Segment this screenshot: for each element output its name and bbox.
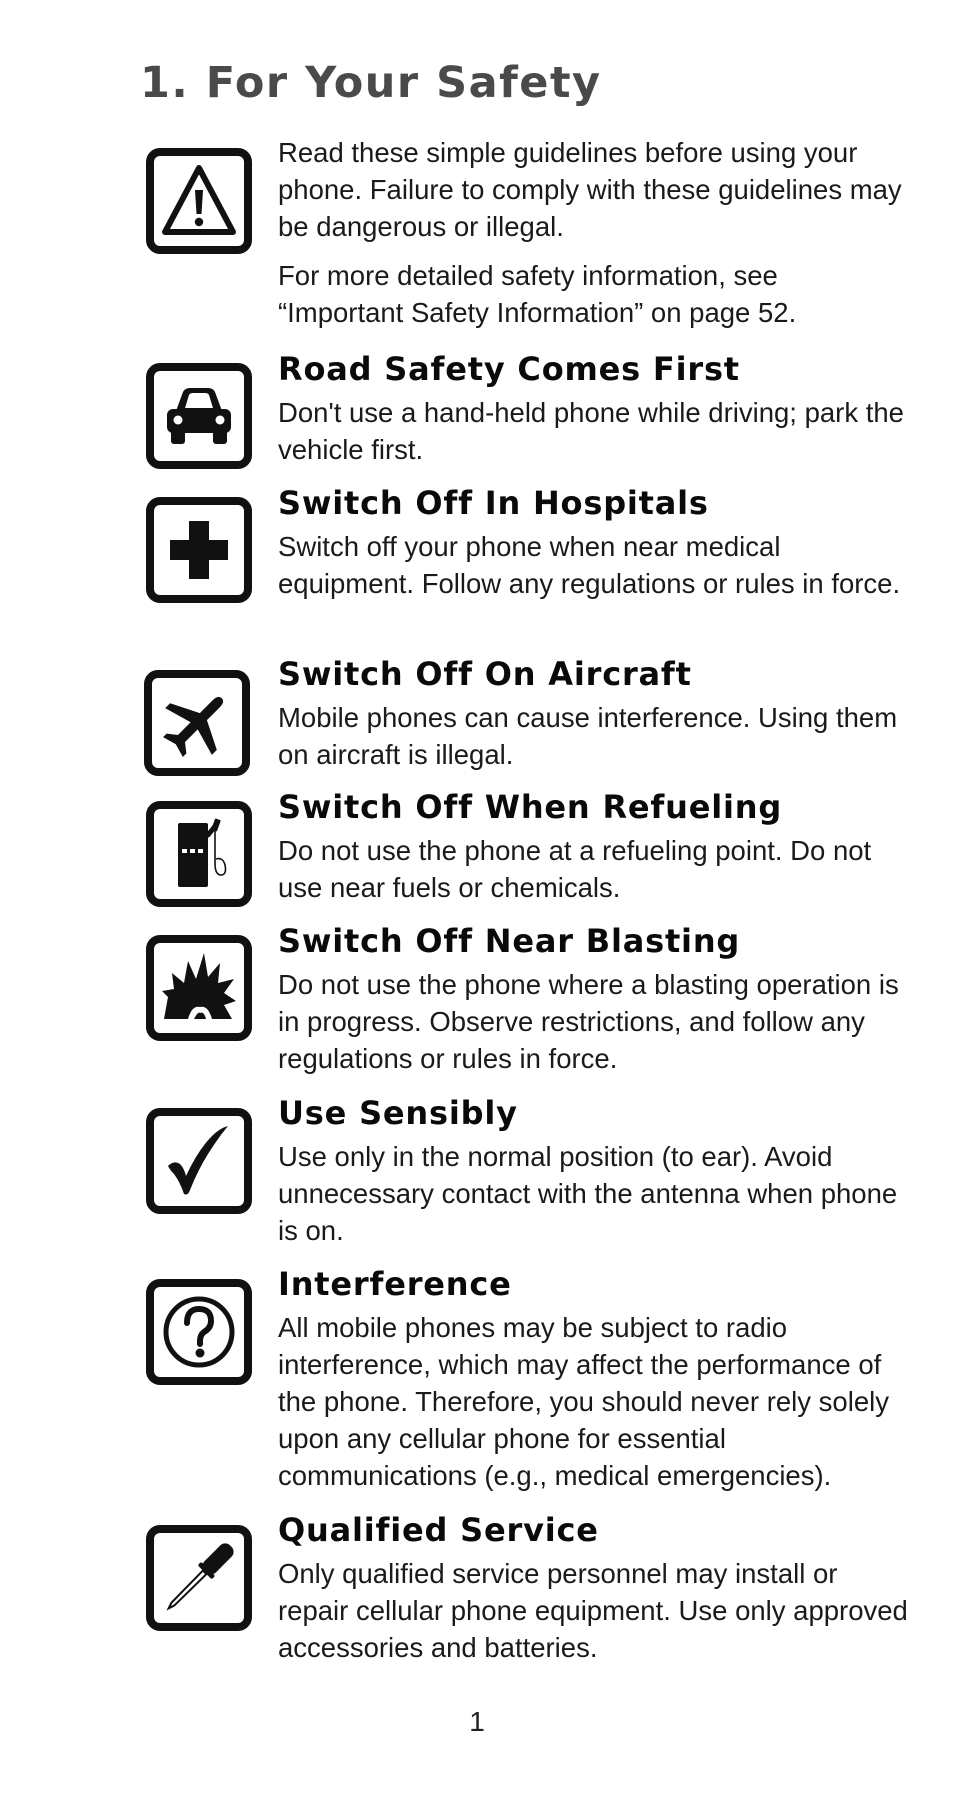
intro-paragraph: Read these simple guidelines before using your phone. Failure to comply with these guidelines may be dangerous or illegal.	[278, 137, 902, 242]
section-body: Do not use the phone at a refueling point. Do not use near fuels or chemicals.	[278, 835, 872, 903]
page-number: 1	[469, 1706, 485, 1737]
section-body: Mobile phones can cause interference. Using them on aircraft is illegal.	[278, 702, 898, 770]
section-heading: Interference	[278, 1265, 512, 1303]
section-heading: Switch Off On Aircraft	[278, 655, 692, 693]
section-body: Switch off your phone when near medical equipment. Follow any regulations or rules in force.	[278, 531, 901, 599]
explosion-icon	[146, 935, 252, 1041]
section-heading: Qualified Service	[278, 1511, 599, 1549]
section-body: All mobile phones may be subject to radio interference, which may affect the performance of the phone. Therefore, you should never rely solely upon any cellular phone for essential communications (e.g., medical emergencies).	[278, 1312, 889, 1491]
section-heading: Use Sensibly	[278, 1094, 518, 1132]
intro-paragraph: For more detailed safety information, see “Important Safety Information” on page 52.	[278, 260, 797, 328]
car-icon	[146, 363, 252, 469]
section-body: Do not use the phone where a blasting operation is in progress. Observe restrictions, and follow any regulations or rules in force.	[278, 969, 899, 1074]
page-title: 1. For Your Safety	[140, 58, 602, 108]
warning-triangle-icon	[146, 148, 252, 254]
fuel-pump-icon	[146, 801, 252, 907]
section-body: Only qualified service personnel may install or repair cellular phone equipment. Use only approved accessories and batteries.	[278, 1558, 908, 1663]
section-heading: Road Safety Comes First	[278, 350, 740, 388]
section-heading: Switch Off Near Blasting	[278, 922, 741, 960]
section-heading: Switch Off In Hospitals	[278, 484, 709, 522]
section-heading: Switch Off When Refueling	[278, 788, 783, 826]
medical-cross-icon	[146, 497, 252, 603]
screwdriver-icon	[146, 1525, 252, 1631]
question-mark-icon	[146, 1279, 252, 1385]
checkmark-icon	[146, 1108, 252, 1214]
section-body: Use only in the normal position (to ear). Avoid unnecessary contact with the antenna when phone is on.	[278, 1141, 898, 1246]
section-body: Don't use a hand-held phone while driving; park the vehicle first.	[278, 397, 904, 465]
airplane-icon	[144, 670, 250, 776]
